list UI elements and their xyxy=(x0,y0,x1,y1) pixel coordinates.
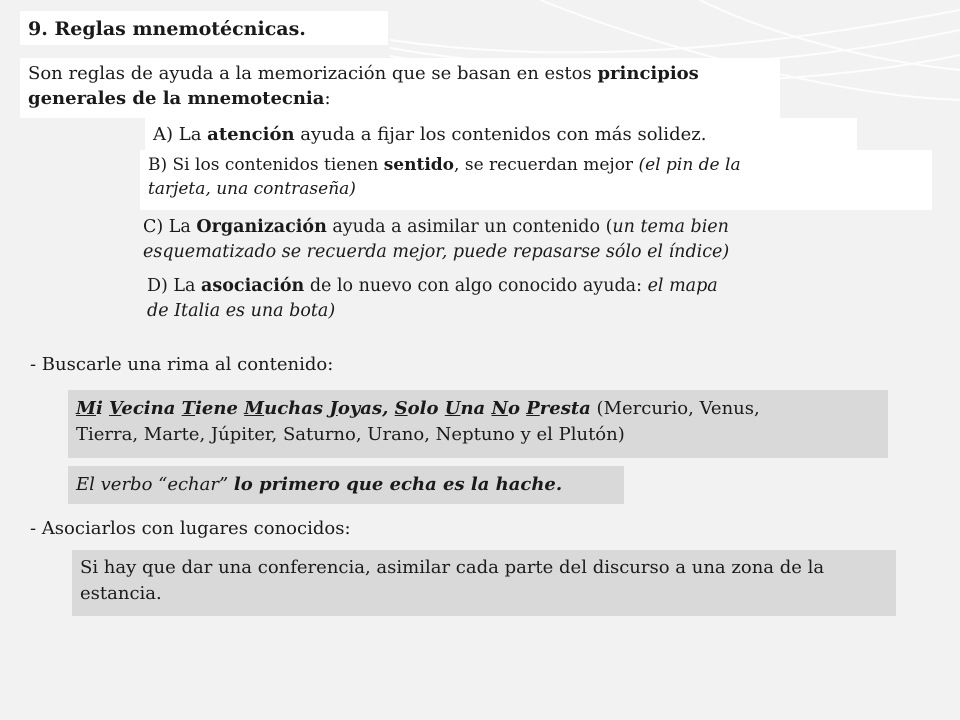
mnemonic-initial: V xyxy=(109,398,122,419)
mnemonic-initial: J xyxy=(329,398,338,419)
principle-d-italic2: de Italia es una bota) xyxy=(147,300,336,321)
page-title-text: 9. Reglas mnemotécnicas. xyxy=(28,18,306,40)
verb-example-bold: lo primero que echa es la hache. xyxy=(233,474,563,495)
rhyme-example xyxy=(68,390,888,458)
mnemonic-word xyxy=(76,398,109,419)
mnemonic-rest: olo xyxy=(407,398,445,419)
principle-d-italic1: el mapa xyxy=(647,276,718,296)
mnemonic-initial: N xyxy=(491,398,508,419)
mnemonic-initial: M xyxy=(244,398,265,419)
mnemonic-word xyxy=(445,398,492,419)
verb-example xyxy=(68,466,624,504)
mnemonic-rest: ecina xyxy=(121,398,182,419)
intro-bold-generales: generales de la mnemotecnia xyxy=(28,88,325,110)
places-example-text: Si hay que dar una conferencia, asimilar cada parte del discurso a una zona de la estancia. xyxy=(80,557,825,605)
verb-example-italic: El verbo “echar” xyxy=(76,474,234,495)
mnemonic-phrase xyxy=(76,398,591,419)
mnemonic-word xyxy=(492,398,527,419)
mnemonic-rest: o xyxy=(507,398,527,419)
principle-a xyxy=(145,118,857,152)
mnemonic-word xyxy=(182,398,245,419)
principle-c xyxy=(143,215,843,264)
principle-c-italic2: esquematizado se recuerda mejor, puede repasarse sólo el índice) xyxy=(143,241,730,262)
principle-a-pre: A) La xyxy=(153,124,208,145)
mnemonic-initial: S xyxy=(394,398,408,419)
mnemonic-rest: iene xyxy=(195,398,245,419)
mnemonic-word xyxy=(109,398,182,419)
rhyme-heading-text: - Buscarle una rima al contenido: xyxy=(30,354,334,375)
intro-text: Son reglas de ayuda a la memorización que se basan en estos xyxy=(28,63,598,84)
mnemonic-rest: i xyxy=(95,398,110,419)
planets-line2: Tierra, Marte, Júpiter, Saturno, Urano, Neptuno y el Plutón) xyxy=(76,424,625,446)
principle-b-italic2: tarjeta, una contraseña) xyxy=(148,178,356,199)
principle-b-pre: B) Si los contenidos tienen xyxy=(148,155,384,175)
intro-bold-principios: principios xyxy=(597,63,699,84)
principle-c-bold: Organización xyxy=(196,217,327,237)
mnemonic-rest: oyas, xyxy=(337,398,395,419)
mnemonic-word xyxy=(395,398,445,419)
planets-line1: (Mercurio, Venus, xyxy=(590,398,760,419)
principle-b-italic1: (el pin de la xyxy=(638,155,741,175)
principle-d-bold: asociación xyxy=(201,276,305,296)
page-title xyxy=(20,11,388,45)
mnemonic-initial: T xyxy=(181,398,196,419)
places-heading xyxy=(30,516,351,541)
mnemonic-rest: resta xyxy=(539,398,591,419)
principle-b-post: , se recuerdan mejor xyxy=(454,155,639,175)
intro-paragraph xyxy=(20,58,780,118)
mnemonic-initial: M xyxy=(76,398,96,419)
principle-c-post: ayuda a asimilar un contenido ( xyxy=(326,217,613,237)
mnemonic-initial: U xyxy=(444,398,461,419)
principle-c-pre: C) La xyxy=(143,217,197,237)
principle-b-bold: sentido xyxy=(383,155,455,175)
mnemonic-rest: na xyxy=(460,398,492,419)
mnemonic-word xyxy=(329,398,394,419)
places-heading-text: - Asociarlos con lugares conocidos: xyxy=(30,518,351,539)
rhyme-heading xyxy=(30,352,333,377)
principle-a-post: ayuda a fijar los contenidos con más solidez. xyxy=(294,124,707,145)
mnemonic-word xyxy=(244,398,329,419)
mnemonic-word xyxy=(526,398,591,419)
mnemonic-rest: uchas xyxy=(264,398,330,419)
principle-c-italic1: un tema bien xyxy=(612,217,729,237)
places-example xyxy=(72,550,896,616)
mnemonic-initial: P xyxy=(526,398,540,419)
principle-d xyxy=(147,274,827,323)
principle-d-post: de lo nuevo con algo conocido ayuda: xyxy=(304,276,648,296)
principle-b xyxy=(140,150,932,210)
intro-colon: : xyxy=(324,88,331,110)
principle-d-pre: D) La xyxy=(147,276,202,296)
principle-a-bold: atención xyxy=(207,124,295,145)
